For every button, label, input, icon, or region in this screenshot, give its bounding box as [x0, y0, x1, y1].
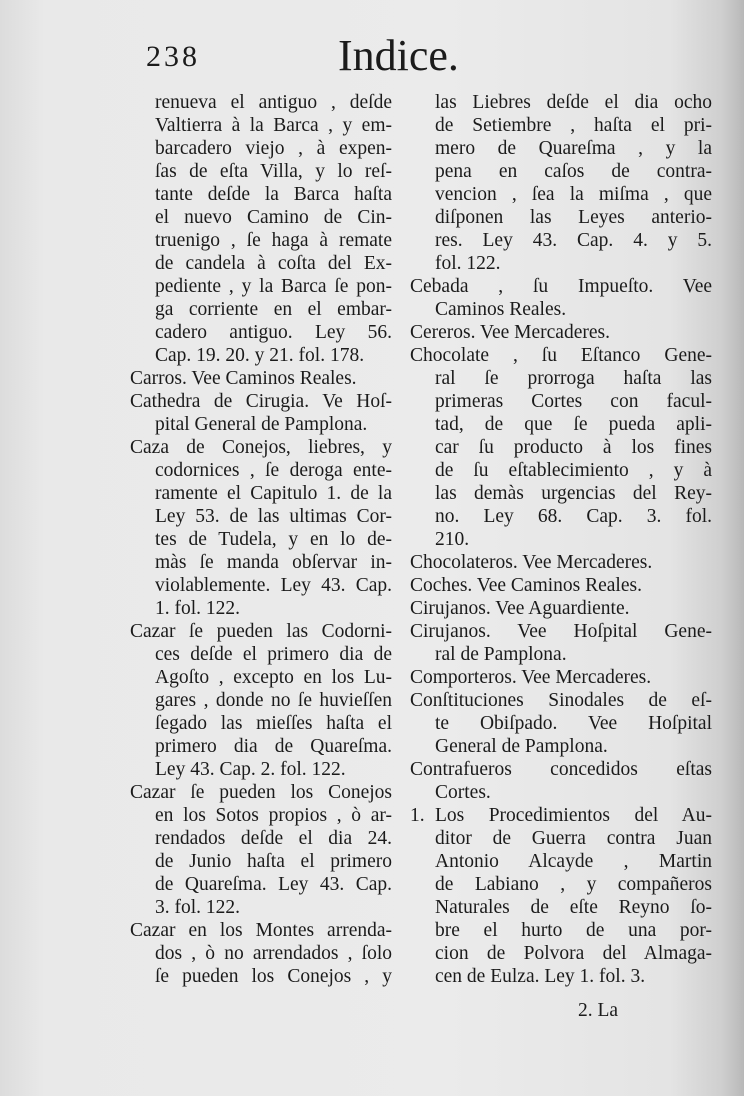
text-line: pediente , y la Barca ſe pon- [155, 276, 392, 297]
text-line: bre el hurto de una por- [435, 920, 712, 941]
text-line: res. Ley 43. Cap. 4. y 5. [435, 230, 712, 251]
text-line: Cazar en los Montes arrenda- [130, 920, 392, 941]
text-line: cadero antiguo. Ley 56. [155, 322, 392, 343]
index-entry [410, 551, 712, 574]
text-line: no. Ley 68. Cap. 3. fol. [435, 506, 712, 527]
text-line: Cazar ſe pueden las Codorni- [130, 621, 392, 642]
index-entry [130, 620, 392, 781]
text-line: codornices , ſe deroga ente- [155, 460, 392, 481]
text-line: primero dia de Quareſma. [155, 736, 392, 757]
text-line: Cazar ſe pueden los Conejos [130, 782, 392, 803]
text-line: Cathedra de Cirugia. Ve Hoſ- [130, 391, 392, 412]
text-line: truenigo , ſe haga à remate [155, 230, 392, 251]
text-line: 1. fol. 122. [155, 598, 241, 619]
text-line: primeras Cortes con facul- [435, 391, 712, 412]
text-line: Comporteros. Vee Mercaderes. [410, 667, 652, 688]
index-column-left [130, 91, 392, 988]
text-line: cen de Eulza. Ley 1. fol. 3. [435, 966, 646, 987]
text-line: ces deſde el primero dia de [155, 644, 392, 665]
text-line: Chocolateros. Vee Mercaderes. [410, 552, 653, 573]
text-line: Agoſto , excepto en los Lu- [155, 667, 392, 688]
text-line: ral ſe prorroga haſta las [435, 368, 712, 389]
index-entry [410, 275, 712, 321]
text-line: pena en caſos de contra- [435, 161, 712, 182]
text-line: Chocolate , ſu Eſtanco Gene- [410, 345, 712, 366]
text-line: Antonio Alcayde , Martin [435, 851, 712, 872]
text-line: ga corriente en el embar- [155, 299, 392, 320]
text-line: de Labiano , y compañeros [435, 874, 712, 895]
index-entry [410, 804, 712, 988]
text-line: de candela à coſta del Ex- [155, 253, 392, 274]
text-line: mero de Quareſma , y la [435, 138, 712, 159]
text-line: Cortes. [435, 782, 491, 803]
text-line: 210. [435, 529, 470, 550]
index-entry [410, 666, 712, 689]
text-line: en los Sotos propios , ò ar- [155, 805, 392, 826]
text-line: gares , donde no ſe huvieſſen [155, 690, 392, 711]
index-entry [410, 91, 712, 275]
index-entry [410, 758, 712, 804]
text-line: rendados deſde el dia 24. [155, 828, 392, 849]
text-line: ramente el Capitulo 1. de la [155, 483, 392, 504]
text-line: tante deſde la Barca haſta [155, 184, 392, 205]
text-line: ſas de eſta Villa, y lo reſ- [155, 161, 392, 182]
text-line: Carros. Vee Caminos Reales. [130, 368, 357, 389]
index-entry [410, 344, 712, 551]
text-line: ditor de Guerra contra Juan [435, 828, 712, 849]
text-line: Cirujanos. Vee Hoſpital Gene- [410, 621, 712, 642]
text-line: cion de Polvora del Almaga- [435, 943, 712, 964]
text-line: renueva el antiguo , deſde [155, 92, 392, 113]
text-line: Valtierra à la Barca , y em- [155, 115, 392, 136]
index-entry [410, 620, 712, 666]
text-line: Ley 53. de las ultimas Cor- [155, 506, 392, 527]
text-line: 3. fol. 122. [155, 897, 241, 918]
index-entry [410, 321, 712, 344]
page-number: 238 [146, 40, 200, 73]
text-line: Cap. 19. 20. y 21. fol. 178. [155, 345, 365, 366]
text-line: Caminos Reales. [435, 299, 567, 320]
index-entry [130, 919, 392, 988]
text-line: de Quareſma. Ley 43. Cap. [155, 874, 392, 895]
text-line: barcadero viejo , à expen- [155, 138, 392, 159]
text-line: Naturales de eſte Reyno ſo- [435, 897, 712, 918]
index-column-right [410, 91, 712, 988]
text-line: las Liebres deſde el dia ocho [435, 92, 712, 113]
page-title: Indice. [338, 31, 459, 80]
text-line: ſe pueden los Conejos , y [155, 966, 392, 987]
text-line: Coches. Vee Caminos Reales. [410, 575, 642, 596]
text-line: Caza de Conejos, liebres, y [130, 437, 392, 458]
text-line: fol. 122. [435, 253, 501, 274]
text-line: tes de Tudela, y en lo de- [155, 529, 392, 550]
text-line: dos , ò no arrendados , ſolo [155, 943, 392, 964]
text-line-content: Los Procedimientos del Au- [435, 805, 712, 826]
text-line: vencion , ſea la miſma , que [435, 184, 712, 205]
text-line: el nuevo Camino de Cin- [155, 207, 392, 228]
text-line [410, 804, 712, 827]
index-entry [130, 367, 392, 390]
index-entry [130, 390, 392, 436]
text-line: de ſu eſtablecimiento , y à [435, 460, 712, 481]
text-line: violablemente. Ley 43. Cap. [155, 575, 392, 596]
text-line: ral de Pamplona. [435, 644, 567, 665]
text-line: Cebada , ſu Impueſto. Vee [410, 276, 712, 297]
text-line: las demàs urgencias del Rey- [435, 483, 712, 504]
text-line: Contrafueros concedidos eſtas [410, 759, 712, 780]
text-line: ſegado las mieſſes haſta el [155, 713, 392, 734]
text-line: te Obiſpado. Vee Hoſpital [435, 713, 712, 734]
text-line: car ſu producto à los fines [435, 437, 712, 458]
text-line: Cereros. Vee Mercaderes. [410, 322, 610, 343]
index-entry [130, 436, 392, 620]
item-number: 1. [410, 805, 425, 826]
text-line: pital General de Pamplona. [155, 414, 368, 435]
text-line: diſponen las Leyes anterio- [435, 207, 712, 228]
index-entry [410, 689, 712, 758]
index-entry [410, 597, 712, 620]
text-line: Cirujanos. Vee Aguardiente. [410, 598, 630, 619]
text-line: de Junio haſta el primero [155, 851, 392, 872]
index-entry [410, 574, 712, 597]
text-line: màs ſe manda obſervar in- [155, 552, 392, 573]
catchword: 2. La [578, 1000, 619, 1021]
text-line: de Setiembre , haſta el pri- [435, 115, 712, 136]
text-line: Conſtituciones Sinodales de eſ- [410, 690, 712, 711]
text-line: Ley 43. Cap. 2. fol. 122. [155, 759, 346, 780]
index-entry [130, 91, 392, 367]
text-line: General de Pamplona. [435, 736, 608, 757]
text-line: tad, de que ſe pueda apli- [435, 414, 712, 435]
index-entry [130, 781, 392, 919]
